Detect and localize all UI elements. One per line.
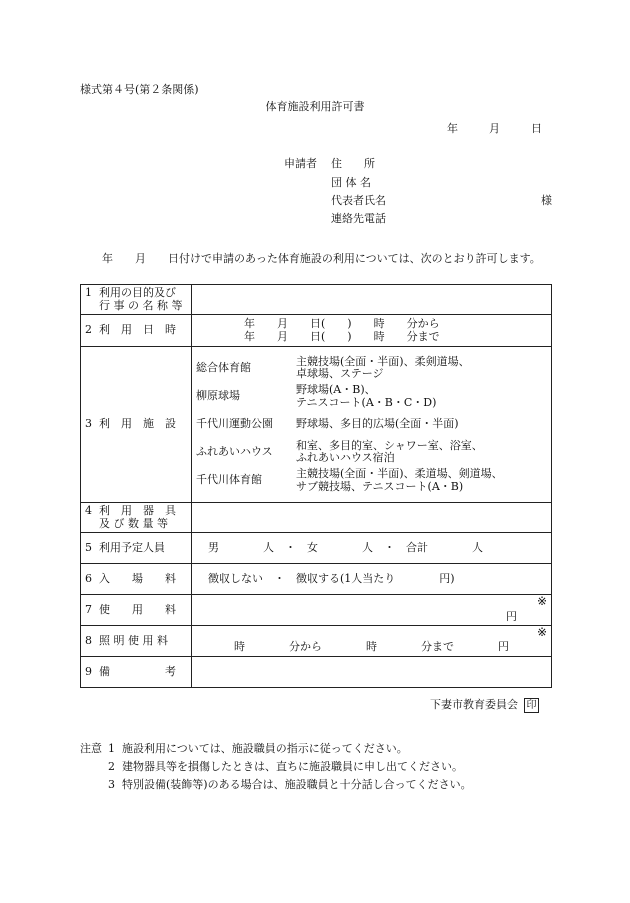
- usage-datetime-field[interactable]: [192, 315, 552, 347]
- equipment-field[interactable]: [192, 503, 552, 533]
- admission-fee-field[interactable]: 徴収しない ・ 徴収する(1人当たり 円): [192, 564, 552, 595]
- row-number: 3: [85, 417, 92, 431]
- list-item: [80, 740, 472, 758]
- table-row: [81, 657, 552, 688]
- table-row: [81, 285, 552, 315]
- row-label: [81, 315, 192, 347]
- issue-date: [447, 122, 542, 135]
- facility-name: 千代川体育館: [196, 473, 262, 487]
- honorific-sama: 様: [541, 194, 552, 207]
- row-label-text: 利用の目的及び: [99, 285, 176, 299]
- row-label-text: 使 用 料: [99, 602, 176, 616]
- issue-year: 年: [447, 122, 458, 135]
- table-row: [81, 595, 552, 626]
- row-label-text: 備 考: [99, 664, 176, 678]
- note-number: 1: [108, 742, 115, 755]
- facility-item[interactable]: [196, 384, 547, 409]
- row-number: 8: [85, 633, 92, 647]
- row-label: [81, 595, 192, 626]
- issue-day: 日: [531, 122, 542, 135]
- applicant-label: 申請者: [284, 157, 317, 170]
- facility-desc: ふれあいハウス宿泊: [296, 451, 395, 465]
- note-mark: ※: [536, 625, 547, 639]
- facility-list: [192, 347, 552, 503]
- facility-name: 千代川運動公園: [196, 417, 273, 431]
- row-number: 4: [85, 503, 92, 517]
- expected-attendance-field[interactable]: 男 人 ・ 女 人 ・ 合計 人: [192, 533, 552, 564]
- row-label-text: 利 用 日 時: [99, 323, 176, 337]
- notes-section: [80, 740, 472, 794]
- applicant-representative-label: 代表者氏名: [331, 194, 386, 207]
- row-label-text: 入 場 料: [99, 571, 176, 585]
- applicant-address-label: 住 所: [331, 157, 375, 170]
- table-row: [81, 533, 552, 564]
- row-number: 6: [85, 571, 92, 585]
- row-label-text: 照 明 使 用 料: [99, 633, 168, 647]
- row-label-text: 利用予定人員: [99, 540, 165, 554]
- facility-desc: 野球場(A・B)、: [296, 382, 376, 396]
- row-number: 2: [85, 323, 92, 337]
- note-number: 2: [108, 760, 115, 773]
- list-item: [80, 758, 472, 776]
- note-number: 3: [108, 778, 115, 791]
- row-number: 1: [85, 285, 92, 299]
- note-text: 建物器具等を損傷したときは、直ちに施設職員に申し出てください。: [122, 760, 463, 773]
- document-title: 体育施設利用許可書: [265, 100, 365, 113]
- facility-desc: テニスコート(A・B・C・D): [296, 395, 437, 409]
- facility-desc: 野球場、多目的広場(全面・半面): [296, 417, 459, 431]
- notes-prefix: 注意: [80, 742, 102, 755]
- facility-name: ふれあいハウス: [196, 445, 273, 459]
- lighting-fee-field[interactable]: [192, 626, 552, 657]
- remarks-field[interactable]: [192, 657, 552, 688]
- usage-fee-field[interactable]: [192, 595, 552, 626]
- note-text: 施設利用については、施設職員の指示に従ってください。: [122, 742, 408, 755]
- row-label-text: 行 事 の 名 称 等: [99, 298, 183, 312]
- table-row: [81, 503, 552, 533]
- applicant-group-label: 団 体 名: [331, 176, 371, 189]
- row-label: [81, 503, 192, 533]
- applicant-phone-label: 連絡先電話: [331, 212, 386, 225]
- purpose-field[interactable]: [192, 285, 552, 315]
- facility-desc: 主競技場(全面・半面)、柔剣道場、: [296, 354, 470, 368]
- row-label: [81, 626, 192, 657]
- row-label: [81, 657, 192, 688]
- form-number-label: 様式第４号(第２条関係): [80, 83, 199, 96]
- issuer-block: [430, 698, 539, 713]
- datetime-from: 年 月 日( ) 時 分から: [244, 316, 440, 330]
- note-mark: ※: [536, 594, 547, 608]
- issuer-name: 下妻市教育委員会: [430, 698, 518, 711]
- facility-name: 柳原球場: [196, 389, 240, 403]
- yen-unit: 円: [506, 609, 517, 623]
- table-row: [81, 347, 552, 503]
- facility-desc: 卓球場、ステージ: [296, 367, 384, 381]
- list-item: [80, 776, 472, 794]
- row-number: 5: [85, 540, 92, 554]
- row-label: [81, 564, 192, 595]
- datetime-to: 年 月 日( ) 時 分まで: [244, 329, 440, 343]
- issue-month: 月: [489, 122, 500, 135]
- seal-mark: 印: [524, 698, 539, 713]
- row-label: [81, 285, 192, 315]
- facility-desc: サブ競技場、テニスコート(A・B): [296, 479, 464, 493]
- facility-item[interactable]: [196, 356, 547, 381]
- table-row: [81, 315, 552, 347]
- facility-item[interactable]: [196, 418, 547, 431]
- facility-name: 総合体育館: [196, 360, 251, 374]
- permit-intro-text: 年 月 日付けで申請のあった体育施設の利用については、次のとおり許可します。: [80, 252, 541, 265]
- note-text: 特別設備(装飾等)のある場合は、施設職員と十分話し合ってください。: [122, 778, 472, 791]
- facility-item[interactable]: [196, 440, 547, 465]
- facility-item[interactable]: [196, 468, 547, 493]
- table-row: [81, 564, 552, 595]
- row-label-text: 及 び 数 量 等: [99, 516, 168, 530]
- row-number: 9: [85, 664, 92, 678]
- row-number: 7: [85, 602, 92, 616]
- row-label-text: 利 用 器 具: [99, 503, 176, 517]
- row-label: [81, 347, 192, 503]
- row-label-text: 利 用 施 設: [99, 417, 176, 431]
- row-label: [81, 533, 192, 564]
- facility-desc: 和室、多目的室、シャワー室、浴室、: [296, 438, 483, 452]
- lighting-fee-text: 時 分から 時 分まで 円: [234, 639, 509, 653]
- table-row: [81, 626, 552, 657]
- permit-table: [80, 284, 552, 688]
- facility-desc: 主競技場(全面・半面)、柔道場、剣道場、: [296, 467, 503, 481]
